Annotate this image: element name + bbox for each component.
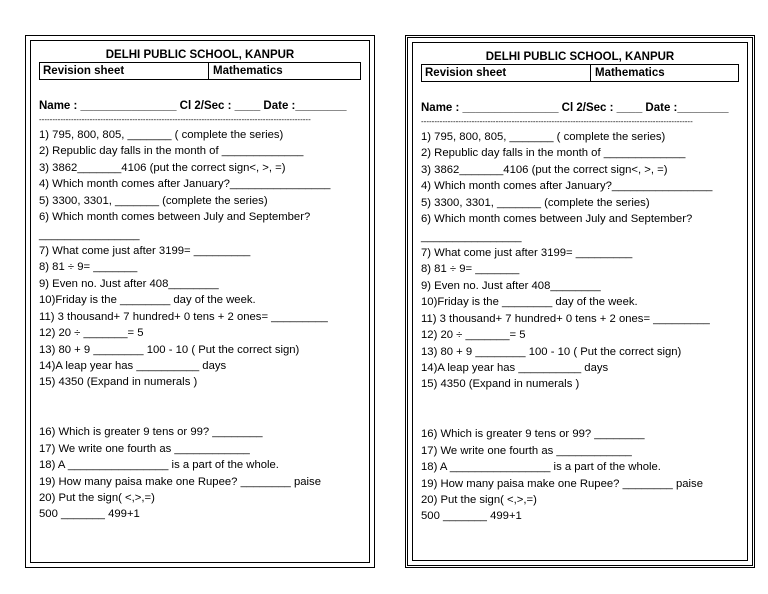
question-line: ________________ — [39, 229, 140, 241]
question-line: 16) Which is greater 9 tens or 99? ________ — [39, 426, 263, 438]
question-line: 17) We write one fourth as ____________ — [421, 445, 632, 457]
question-line: 18) A ________________ is a part of the whole. — [39, 459, 279, 471]
question-line: 3) 3862_______4106 (put the correct sign<, >, =) — [421, 164, 668, 176]
question-line: 20) Put the sign( <,>,=) — [39, 492, 155, 504]
school-title: DELHI PUBLIC SCHOOL, KANPUR — [105, 49, 295, 61]
question-line: 4) Which month comes after January?________________ — [421, 180, 713, 192]
question-line: 18) A ________________ is a part of the whole. — [421, 461, 661, 473]
question-line: 17) We write one fourth as ____________ — [39, 443, 250, 455]
question-line: 15) 4350 (Expand in numerals ) — [39, 376, 198, 388]
school-title: DELHI PUBLIC SCHOOL, KANPUR — [485, 51, 675, 63]
question-line: 3) 3862_______4106 (put the correct sign<, >, =) — [39, 162, 286, 174]
name-class-date-line: Name : _______________ Cl 2/Sec : ____ Date :________ — [421, 102, 729, 114]
sheet-type-cell: Revision sheet — [422, 65, 591, 81]
question-line: 13) 80 + 9 ________ 100 - 10 ( Put the correct sign) — [421, 346, 682, 358]
question-line: 1) 795, 800, 805, _______ ( complete the series) — [39, 129, 284, 141]
question-line: 2) Republic day falls in the month of _____________ — [39, 145, 304, 157]
question-line: 6) Which month comes between July and September? — [39, 211, 311, 223]
sheet-inner-border — [30, 40, 370, 563]
question-line: 8) 81 ÷ 9= _______ — [421, 263, 520, 275]
separator-line: ------------------------------------------------------------------------------------------------------ — [39, 115, 311, 124]
question-line: 19) How many paisa make one Rupee? ________ paise — [421, 478, 703, 490]
question-line: 7) What come just after 3199= _________ — [421, 247, 633, 259]
revision-sheet-right — [405, 35, 755, 568]
header-table — [421, 64, 739, 82]
subject-cell: Mathematics — [213, 65, 283, 77]
question-line: 9) Even no. Just after 408________ — [39, 278, 219, 290]
question-line: 19) How many paisa make one Rupee? ________ paise — [39, 476, 321, 488]
question-line: 14)A leap year has __________ days — [421, 362, 609, 374]
question-line: 5) 3300, 3301, _______ (complete the series) — [421, 197, 650, 209]
question-line: 16) Which is greater 9 tens or 99? ________ — [421, 428, 645, 440]
question-line: 12) 20 ÷ _______= 5 — [39, 327, 144, 339]
question-line: 13) 80 + 9 ________ 100 - 10 ( Put the correct sign) — [39, 344, 300, 356]
question-line: 14)A leap year has __________ days — [39, 360, 227, 372]
question-line: 11) 3 thousand+ 7 hundred+ 0 tens + 2 ones= _________ — [421, 313, 710, 325]
question-line: 15) 4350 (Expand in numerals ) — [421, 378, 580, 390]
question-line: 500 _______ 499+1 — [39, 508, 140, 520]
subject-cell: Mathematics — [595, 67, 665, 79]
name-class-date-line: Name : _______________ Cl 2/Sec : ____ Date :________ — [39, 100, 347, 112]
question-line: 1) 795, 800, 805, _______ ( complete the series) — [421, 131, 666, 143]
question-line: 8) 81 ÷ 9= _______ — [39, 261, 138, 273]
question-line: 6) Which month comes between July and September? — [421, 213, 693, 225]
question-line: 12) 20 ÷ _______= 5 — [421, 329, 526, 341]
header-table — [39, 62, 361, 80]
sheet-inner-border — [412, 42, 748, 561]
question-line: ________________ — [421, 231, 522, 243]
question-line: 20) Put the sign( <,>,=) — [421, 494, 537, 506]
question-line: 5) 3300, 3301, _______ (complete the series) — [39, 195, 268, 207]
sheet-type-cell: Revision sheet — [40, 63, 209, 79]
revision-sheet-left — [25, 35, 375, 568]
question-line: 2) Republic day falls in the month of _____________ — [421, 147, 686, 159]
question-line: 10)Friday is the ________ day of the week. — [39, 294, 256, 306]
question-line: 10)Friday is the ________ day of the week. — [421, 296, 638, 308]
separator-line: ------------------------------------------------------------------------------------------------------ — [421, 117, 693, 126]
question-line: 11) 3 thousand+ 7 hundred+ 0 tens + 2 ones= _________ — [39, 311, 328, 323]
question-line: 4) Which month comes after January?________________ — [39, 178, 331, 190]
question-line: 9) Even no. Just after 408________ — [421, 280, 601, 292]
question-line: 7) What come just after 3199= _________ — [39, 245, 251, 257]
question-line: 500 _______ 499+1 — [421, 510, 522, 522]
